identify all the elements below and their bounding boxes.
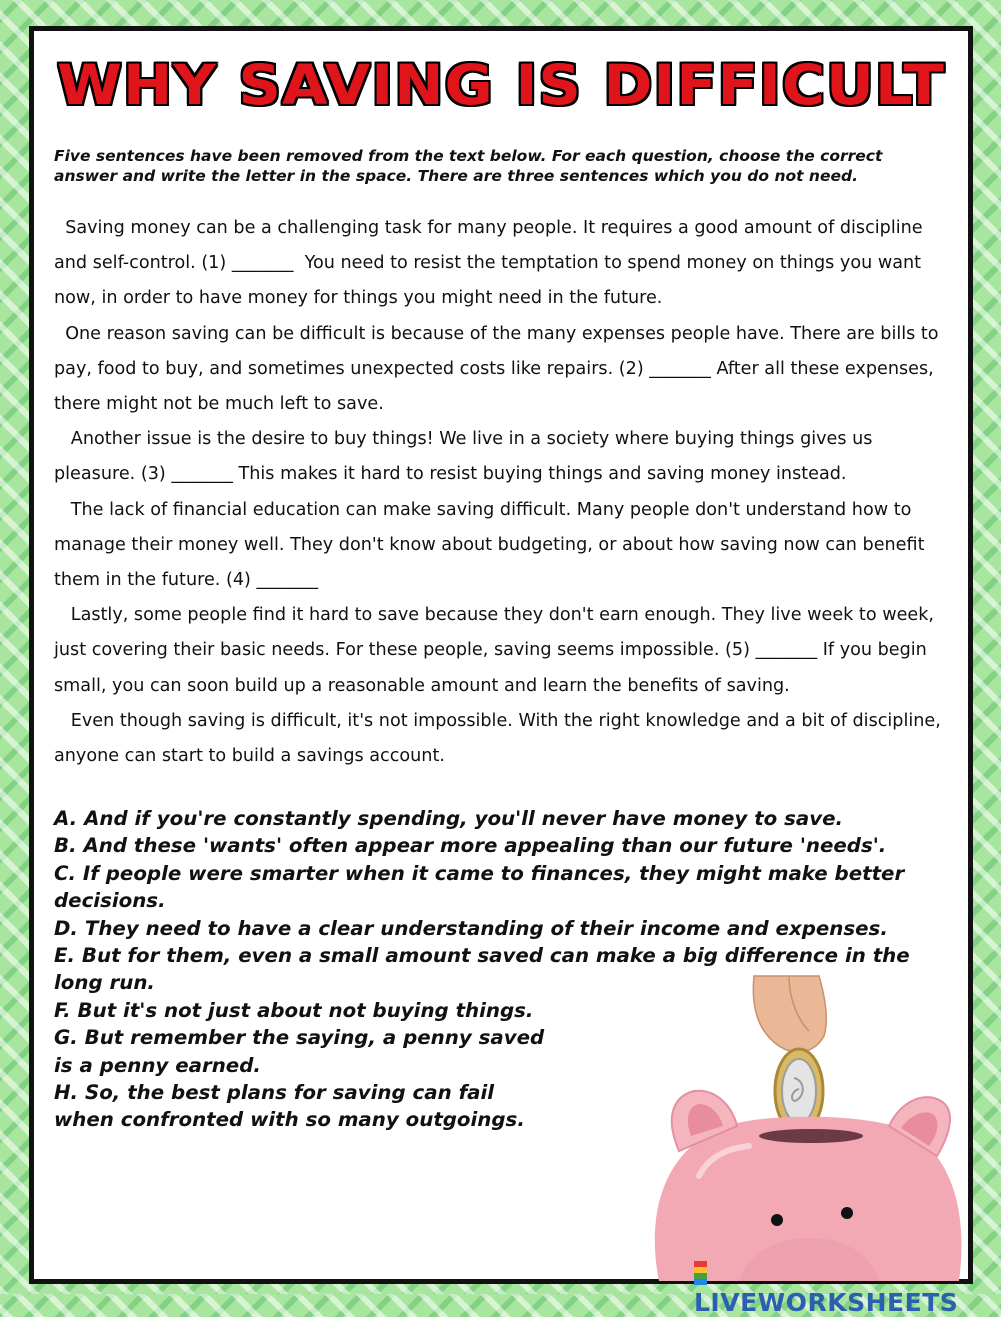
option-g-line-2: is a penny earned. (54, 1053, 261, 1077)
page-title: WHY SAVING IS DIFFICULT (57, 53, 945, 117)
logo-mark-icon (694, 1261, 707, 1285)
pig-eye-left (771, 1214, 783, 1226)
reading-passage (54, 211, 949, 774)
worksheet (29, 26, 973, 1317)
paragraph-2: One reason saving can be difficult is because of the many expenses people have. There are bills to pay, food to buy, and sometimes unexpected costs like repairs. (2) _______ After all these expenses, there might not be much left to save. (54, 323, 945, 415)
option-g-line-1: G. But remember the saying, a penny saved (54, 1026, 545, 1050)
option-d: D. They need to have a clear understanding of their income and expenses. (54, 916, 888, 940)
instructions: Five sentences have been removed from the text below. For each question, choose the correct answer and write the letter in the space. There are three sentences which you do not need. (54, 147, 883, 185)
paragraph-5: Lastly, some people find it hard to save because they don't earn enough. They live week to week, just covering their basic needs. For these people, saving seems impossible. (5) _______ If you begin small, you can soon build up a reasonable amount and learn the benefits of saving. (54, 605, 940, 696)
logo-text: LIVEWORKSHEETS (694, 1288, 959, 1317)
paragraph-6: Even though saving is difficult, it's not impossible. With the right knowledge and a bit of discipline, anyone can start to build a savings account. (54, 710, 947, 767)
liveworksheets-logo (694, 1259, 968, 1317)
option-c: C. If people were smarter when it came to finances, they might make better decisions. (54, 861, 905, 913)
piggy-bank-illustration (639, 976, 969, 1281)
pig-eye-right (841, 1207, 853, 1219)
paragraph-4: The lack of financial education can make saving difficult. Many people don't understand how to manage their money well. They don't know about budgeting, or about how saving now can benefit them in the future. (4) _______ (54, 499, 931, 591)
option-h-line-1: H. So, the best plans for saving can fail (54, 1081, 495, 1105)
paragraph-1: Saving money can be a challenging task for many people. It requires a good amount of discipline and self-control. (1) _______ You need to resist the temptation to spend money on things you want now, in order to have money for things you might need in the future. (54, 218, 929, 309)
option-a: A. And if you're constantly spending, you'll never have money to save. (54, 807, 844, 830)
option-f: F. But it's not just about not buying things. (54, 998, 534, 1022)
option-b: B. And these 'wants' often appear more appealing than our future 'needs'. (54, 834, 887, 858)
piggy-bank (655, 1091, 962, 1281)
paragraph-3: Another issue is the desire to buy things! We live in a society where buying things gives us pleasure. (3) _______ This makes it hard to resist buying things and saving money instead. (54, 429, 879, 485)
option-h-line-2: when confronted with so many outgoings. (54, 1108, 525, 1132)
option-e: E. But for them, even a small amount saved can make a big difference in the long run. (54, 944, 910, 995)
